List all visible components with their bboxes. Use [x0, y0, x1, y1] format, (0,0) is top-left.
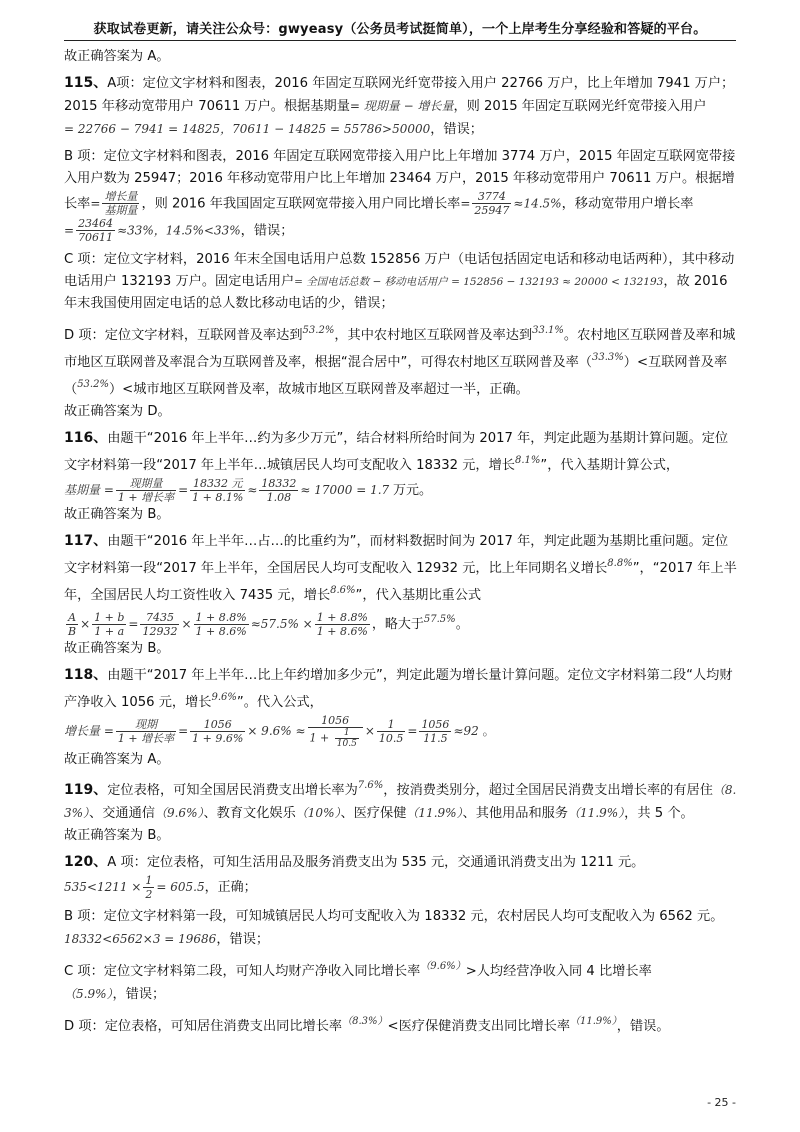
fraction: $\frac{1056}{11.5}$	[421, 718, 450, 745]
header-divider	[64, 40, 736, 41]
q118-text: 118、由题干“2017 年上半年…比上年约增加多少元”，判定此题为增长量计算问题。定位文字材料第二段“人均财产净收入 1056 元，增长$^{9.6\%}$”。代入公式，	[64, 667, 733, 710]
fraction: $\frac{1 + 8.8\%}{1 + 8.6\%}$	[316, 611, 368, 638]
fraction: $\frac{18332}{1.08}$	[261, 477, 297, 504]
q117-text: 117、由题干“2016 年上半年…占…的比重约为”，而材料数据时间为 2017 年，判定此题为基期比重问题。定位文字材料第一段“2017 年上半年，全国居民人均可支配收入 12932 元，比上年同期名义增长$^{8.8\%}$”，“2017 年上半年，全国居民人均工资性收入 7435 元，增长$^{8.6\%}$”，代入基期比重公式	[64, 533, 737, 603]
answer-line: 故正确答案为 B。	[64, 641, 170, 656]
fraction: 1056 1 + $\frac{1}{10.5}$	[308, 714, 363, 749]
page-header: 获取试卷更新，请关注公众号：gwyeasy（公务员考试挺简单），一个上岸考生分享经验和答疑的平台。	[93, 22, 707, 37]
q120-formula-a: 535<1211 × $\frac{1}{2}$ = 605.5，正确；	[64, 874, 257, 901]
fraction: $\frac{1056}{1 + 9.6\%}$	[192, 718, 244, 745]
answer-line: 故正确答案为 B。	[64, 828, 170, 843]
fraction: $\frac{1}{10.5}$	[378, 718, 404, 745]
fraction: $\frac{1}{2}$	[145, 874, 153, 901]
fraction: $\frac{7435}{12932}$	[142, 611, 178, 638]
fraction: $\frac{1}{10.5}$	[336, 728, 357, 749]
fraction: $\frac{23464}{70611}$	[78, 217, 114, 244]
fraction: $\frac{A}{B}$	[68, 611, 77, 638]
q115-number: 115、	[64, 75, 108, 91]
fraction: $\frac{1 + b}{1 + a}$	[94, 611, 125, 638]
fraction: $\frac{\text{增长量}}{\text{基期量}}$	[104, 190, 138, 217]
q119-number: 119、	[64, 782, 108, 798]
answer-line: 故正确答案为 D。	[64, 404, 171, 419]
page-number: - 25 -	[707, 1096, 736, 1109]
fraction: $\frac{1 + 8.8\%}{1 + 8.6\%}$	[195, 611, 247, 638]
document-body	[64, 46, 740, 1038]
q116-number: 116、	[64, 430, 108, 446]
answer-line: 故正确答案为 A。	[64, 752, 170, 767]
q119-text: 119、定位表格，可知全国居民消费支出增长率为$^{7.6\%}$，按消费类别分，超过全国居民消费支出增长率的有居住（8.3%）、交通通信（9.6%）、教育文化娱乐（10%）、医疗保健（11.9%）、其他用品和服务（11.9%），共 5 个。	[64, 780, 737, 821]
q118-number: 118、	[64, 667, 108, 683]
fraction: $\frac{\text{18332 元}}{1 + 8.1\%}$	[192, 477, 244, 504]
q120-option-b: B 项：定位文字材料第一段，可知城镇居民人均可支配收入为 18332 元，农村居民人均可支配收入为 6562 元。 18332<6562×3 = 19686，错误；	[64, 909, 724, 947]
q115-option-b: B 项：定位文字材料和图表，2016 年固定互联网宽带接入用户比上年增加 3774 万户，2015 年固定互联网宽带接入用户数为 25947；2016 年移动宽带用户比上年增加 23464 万户，2015 年移动宽带用户 70611 万户。根据增长率= $\frac{\text{增长量}}{\text{基期量}}$ ，则 2016 年我国固定互联网宽带接入用户同比增长率= $\frac{3774}{25947}$ ≈14.5%，移动宽带用户增长率 = $\frac{23464}{70611}$ ≈33%，14.5%<33%，错误；	[64, 149, 736, 244]
q116-text: 116、由题干“2016 年上半年…约为多少万元”，结合材料所给时间为 2017 年，判定此题为基期计算问题。定位文字材料第一段“2017 年上半年…城镇居民人均可支配收入 18332 元，增长$^{8.1\%}$”，代入基期计算公式，	[64, 430, 729, 473]
q118-formula: 增长量 = $\frac{\text{现期}}{\text{1 + 增长率}}$ = $\frac{1056}{1 + 9.6\%}$ × 9.6% ≈ 1056 1 + $\frac{1}{10.5}$ × $\frac{1}{10.5}$ = $\frac{1056}{11.5}$ ≈92 。	[64, 714, 495, 749]
q115-option-c: C 项：定位文字材料，2016 年末全国电话用户总数 152856 万户（电话包括固定电话和移动电话两种），其中移动电话用户 132193 万户。固定电话用户= 全国电话总数 − 移动电话用户 = 152856 − 132193 ≈ 20000 < 132193，故 2016 年末我国使用固定电话的总人数比移动电话的少，错误；	[64, 252, 735, 311]
fraction: $\frac{3774}{25947}$	[474, 190, 510, 217]
answer-line: 故正确答案为 A。	[64, 49, 170, 64]
q120-number: 120、	[64, 854, 108, 870]
q120-option-d: D 项：定位表格，可知居住消费支出同比增长率$^{(8.3\%)}$<医疗保健消费支出同比增长率$^{(11.9\%)}$，错误。	[64, 1016, 670, 1034]
q115-option-d: D 项：定位文字材料，互联网普及率达到$^{53.2\%}$，其中农村地区互联网普及率达到$^{33.1\%}$。农村地区互联网普及率和城市地区互联网普及率混合为互联网普及率，根据“混合居中”，可得农村地区互联网普及率（$^{33.3\%}$）<互联网普及率（$^{53.2\%}$）<城市地区互联网普及率，故城市地区互联网普及率超过一半，正确。	[64, 325, 736, 397]
fraction: $\frac{\text{现期}}{\text{1 + 增长率}}$	[117, 718, 175, 745]
q116-formula: 基期量 = $\frac{\text{现期量}}{\text{1 + 增长率}}$ = $\frac{\text{18332 元}}{1 + 8.1\%}$ ≈ $\frac{18332}{1.08}$ ≈ 17000 = 1.7 万元。	[64, 477, 433, 504]
q117-number: 117、	[64, 533, 108, 549]
q120-option-a: 120、A 项：定位表格，可知生活用品及服务消费支出为 535 元，交通通讯消费支出为 1211 元。	[64, 854, 645, 870]
answer-line: 故正确答案为 B。	[64, 507, 170, 522]
fraction: $\frac{\text{现期量}}{\text{1 + 增长率}}$	[117, 477, 175, 504]
q115-option-a: 115、A项：定位文字材料和图表，2016 年固定互联网光纤宽带接入用户 22766 万户，比上年增加 7941 万户；2015 年移动宽带用户 70611 万户。根据基期量= 现期量 − 增长量，则 2015 年固定互联网光纤宽带接入用户 = 22766 − 7941 = 14825，70611 − 14825 = 55786>50000，错误；	[64, 75, 735, 137]
q120-option-c: C 项：定位文字材料第二段，可知人均财产净收入同比增长率$^{(9.6\%)}$>人均经营净收入同 4 比增长率 （5.9%），错误；	[64, 961, 652, 1002]
q117-formula: $\frac{A}{B}$ × $\frac{1 + b}{1 + a}$ = $\frac{7435}{12932}$ × $\frac{1 + 8.8\%}{1 + 8.6\%}$ ≈57.5% × $\frac{1 + 8.8\%}{1 + 8.6\%}$ ，略大于$^{57.5\%}$。	[68, 611, 469, 638]
